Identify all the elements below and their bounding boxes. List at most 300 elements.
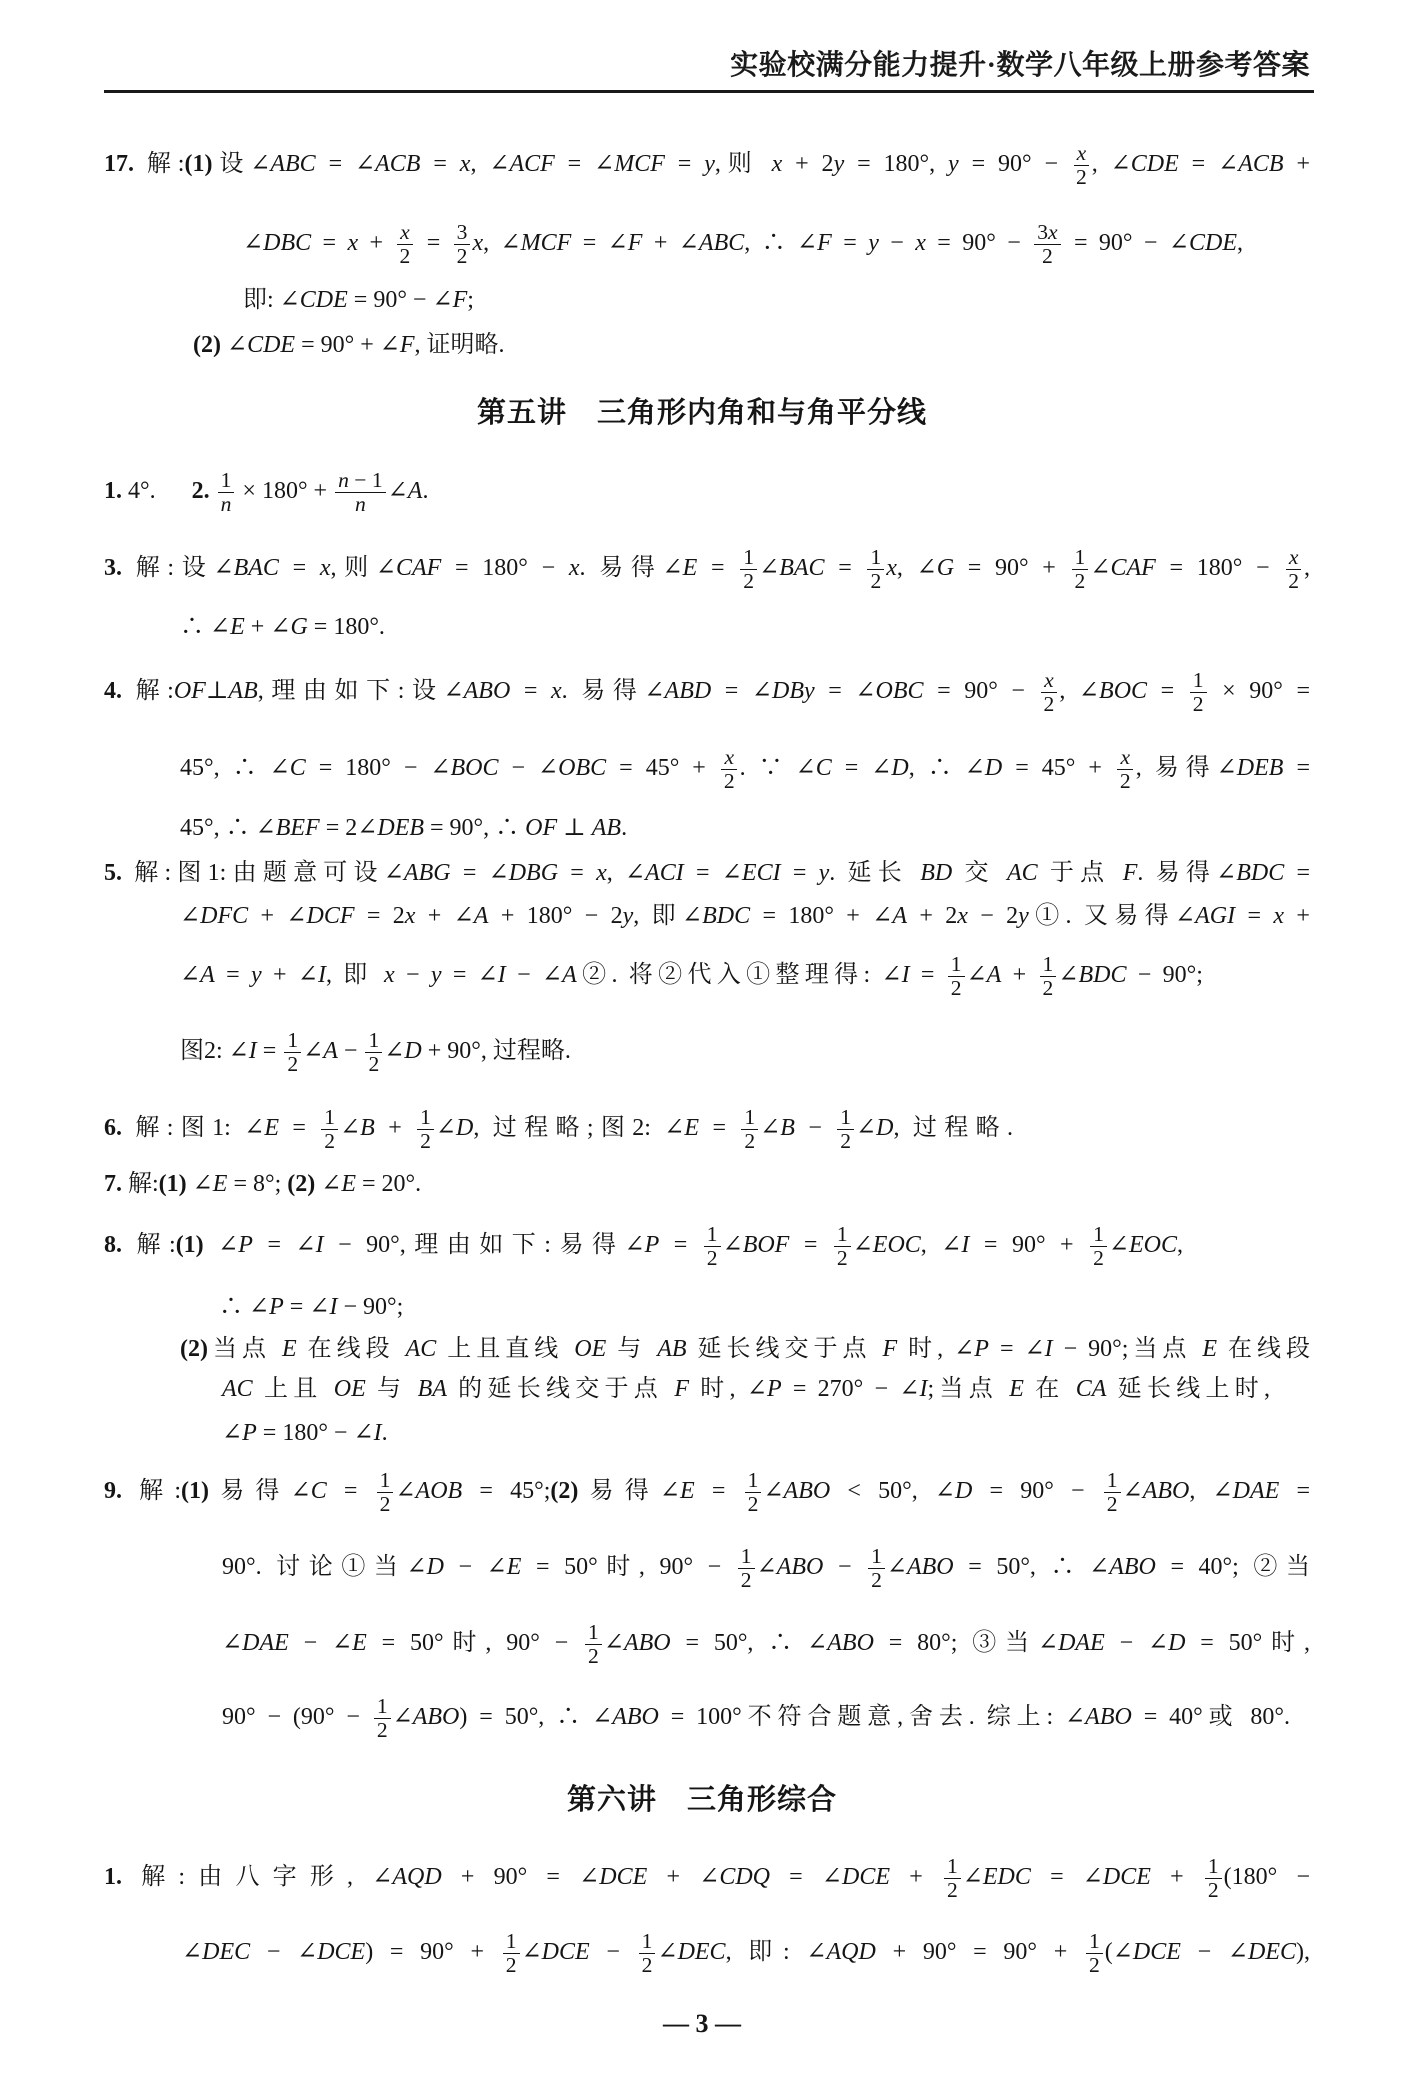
fraction-denominator: 2	[723, 768, 735, 793]
fraction-numerator: 1	[745, 1469, 762, 1493]
math-variable: E	[506, 1554, 522, 1580]
math-variable: P	[269, 1294, 284, 1320]
math-variable: x	[724, 745, 735, 770]
math-variable: x	[404, 903, 416, 929]
fraction-numerator	[721, 746, 737, 770]
item-label: (2)	[193, 332, 221, 358]
math-variable: ABO	[906, 1554, 954, 1580]
math-variable: x	[596, 860, 607, 886]
item-label: (2)	[550, 1478, 579, 1504]
item-label: 17.	[104, 151, 134, 177]
answer-line: ∴ ∠E + ∠G = 180°.	[180, 614, 385, 640]
running-header	[104, 38, 1310, 94]
math-variable: x	[1044, 668, 1054, 693]
math-variable: x	[771, 151, 783, 177]
math-variable: BD	[920, 860, 953, 886]
answer-line: (2)当点 E 在线段 AC 上且直线 OE 与 AB 延长线交于点 F 时, ∠P = ∠I − 90°;当点 E 在线段	[180, 1336, 1311, 1362]
item-label: 1.	[104, 1864, 122, 1890]
item-label: (2)	[287, 1171, 316, 1197]
fraction	[417, 1106, 434, 1152]
fraction-denominator: 2	[747, 1491, 759, 1516]
fraction-denominator: 2	[1075, 164, 1087, 189]
math-variable: DAE	[242, 1630, 289, 1656]
fraction-denominator: 2	[1119, 768, 1131, 793]
fraction	[948, 953, 965, 999]
fraction-numerator: 1	[1090, 1223, 1107, 1247]
fraction-numerator: 1	[741, 1106, 758, 1130]
fraction	[868, 1545, 885, 1591]
item-label: 6.	[104, 1115, 122, 1141]
math-variable: x	[1120, 745, 1131, 770]
math-variable: G	[290, 614, 308, 640]
answer-line: (2) ∠CDE = 90° + ∠F, 证明略.	[193, 332, 505, 358]
fraction-numerator: 1	[639, 1930, 656, 1954]
math-variable: ABG	[403, 860, 451, 886]
fraction-numerator: 1	[867, 546, 884, 570]
fraction-denominator: 2	[1093, 1245, 1104, 1270]
math-variable: I	[1044, 1336, 1053, 1362]
math-variable: F	[882, 1336, 898, 1362]
math-variable: D	[891, 755, 909, 781]
math-variable: ABO	[1085, 1704, 1132, 1730]
math-variable: D	[955, 1478, 973, 1504]
math-variable: BDC	[1236, 860, 1285, 886]
fraction-denominator: 2	[871, 1567, 882, 1592]
math-variable: I	[315, 1232, 324, 1258]
math-variable: P	[238, 1232, 253, 1258]
answer-line: 9. 解:(1)易得∠C = $\frac{1}{2}$ ∠AOB = 45°;(2)易得∠E = $\frac{1}{2}$ ∠ABO < 50°, ∠D = 90° − $\frac{1}{2}$ ∠ABO, ∠DAE =	[104, 1468, 1311, 1516]
fraction-denominator	[352, 493, 369, 516]
fraction	[1040, 953, 1057, 999]
fraction-numerator: 1	[704, 1223, 721, 1247]
math-variable: I	[901, 962, 910, 988]
fraction-numerator: 3	[454, 221, 471, 245]
answer-line: ∴ ∠P = ∠I − 90°;	[219, 1294, 404, 1320]
math-variable: ACI	[645, 860, 684, 886]
fraction	[321, 1106, 338, 1152]
section-title: 第五讲 三角形内角和与角平分线	[476, 397, 927, 429]
math-variable: I	[961, 1232, 970, 1258]
math-variable: BA	[417, 1376, 447, 1402]
math-variable: AC	[222, 1376, 253, 1402]
math-variable: n	[338, 468, 349, 493]
fraction-numerator: 1	[1040, 953, 1057, 977]
fraction	[377, 1469, 394, 1515]
math-variable: I	[497, 962, 506, 988]
math-variable: ABO	[623, 1630, 671, 1656]
math-variable: I	[919, 1376, 928, 1402]
math-variable: DBC	[263, 230, 312, 256]
math-variable: DBG	[508, 860, 559, 886]
math-variable: y	[250, 962, 262, 988]
math-variable: OF	[525, 815, 558, 841]
math-variable: B	[780, 1115, 795, 1141]
fraction-denominator: 2	[1207, 1877, 1219, 1902]
math-variable: BDC	[702, 903, 751, 929]
math-variable: OE	[333, 1376, 366, 1402]
math-variable: AB	[591, 815, 622, 841]
fraction-denominator: 2	[641, 1952, 653, 1977]
math-variable: A	[892, 903, 907, 929]
math-variable: A	[407, 478, 423, 504]
math-variable: DBy	[772, 678, 815, 704]
fraction-denominator: 2	[1043, 691, 1055, 716]
math-variable: DCE	[317, 1939, 366, 1965]
math-variable: DFC	[200, 903, 249, 929]
math-variable: D	[456, 1115, 474, 1141]
math-variable: x	[568, 555, 580, 581]
fraction	[837, 1106, 854, 1152]
fraction	[1041, 669, 1058, 715]
fraction-numerator: 1	[1072, 546, 1089, 570]
fraction-denominator: 2	[706, 1245, 718, 1270]
math-variable: C	[815, 755, 832, 781]
fraction	[1086, 1930, 1103, 1976]
answer-line: 7. 解:(1) ∠E = 8°; (2) ∠E = 20°.	[104, 1171, 422, 1197]
item-label: (1)	[158, 1171, 187, 1197]
answer-line: 90° − (90° − $\frac{1}{2}$ ∠ABO) = 50°, ∴ ∠ABO = 100°不符合题意,舍去. 综上: ∠ABO = 40°或 80°.	[222, 1694, 1291, 1742]
fraction-denominator: 2	[379, 1491, 391, 1516]
fraction	[396, 221, 413, 267]
math-variable: AC	[1007, 860, 1038, 886]
fraction-numerator: 1	[284, 1029, 301, 1053]
math-variable: B	[360, 1115, 375, 1141]
math-variable: ECI	[741, 860, 781, 886]
math-variable: y	[622, 903, 634, 929]
math-variable: AB	[657, 1336, 687, 1362]
math-variable: I	[317, 962, 326, 988]
answer-line: 8. 解:(1) ∠P = ∠I − 90°,理由如下:易得∠P = $\frac{1}{2}$ ∠BOF = $\frac{1}{2}$ ∠EOC, ∠I = 90° + $\frac{1}{2}$ ∠EOC,	[104, 1222, 1184, 1270]
math-variable: y	[430, 962, 442, 988]
math-variable: P	[242, 1420, 257, 1446]
answer-line: ∠A = y + ∠I, 即 x − y = ∠I − ∠A②. 将②代入①整理得: ∠I = $\frac{1}{2}$ ∠A + $\frac{1}{2}$ ∠BDC − 90°;	[180, 952, 1203, 1000]
fraction-numerator	[1041, 669, 1057, 693]
math-variable: MCF	[614, 151, 665, 177]
math-variable: x	[400, 220, 410, 245]
math-variable: DAE	[1058, 1630, 1105, 1656]
math-variable: ABO	[612, 1704, 659, 1730]
fraction-denominator: 2	[1288, 568, 1300, 593]
header-rule	[104, 90, 1314, 93]
fraction-denominator: 2	[368, 1051, 380, 1076]
math-variable: CA	[1075, 1376, 1107, 1402]
fraction	[738, 1545, 755, 1591]
math-variable: E	[212, 1171, 228, 1197]
math-variable: OF	[173, 678, 206, 704]
fraction-denominator: 2	[1192, 691, 1204, 716]
math-variable: ACB	[1238, 151, 1284, 177]
math-variable: I	[329, 1294, 338, 1320]
fraction-numerator	[1286, 546, 1302, 570]
math-variable: x	[1288, 545, 1299, 570]
fraction-numerator: 1	[837, 1106, 854, 1130]
math-variable: D	[426, 1554, 444, 1580]
fraction-denominator: 2	[1106, 1491, 1118, 1516]
fraction-numerator: n − 1	[335, 469, 386, 493]
math-variable: x	[915, 230, 926, 256]
math-variable: OE	[574, 1336, 607, 1362]
math-variable: BAC	[233, 555, 279, 581]
answer-line: ∠DBC = x + $\frac{x}{2}$ = $\frac{3}{2}$ x, ∠MCF = ∠F + ∠ABC, ∴ ∠F = y − x = 90° − $\frac{3x}{2}$ = 90° − ∠CDE,	[243, 220, 1243, 268]
math-variable: CDE	[1130, 151, 1179, 177]
fraction	[1104, 1469, 1121, 1515]
math-variable: AQD	[826, 1939, 876, 1965]
answer-line: 3. 解:设∠BAC = x,则∠CAF = 180° − x. 易得∠E = $\frac{1}{2}$ ∠BAC = $\frac{1}{2}$ x, ∠G = 90° + $\frac{1}{2}$ ∠CAF = 180° − $\frac{x}{2}$ ,	[104, 545, 1311, 593]
page-number: — 3 —	[663, 2009, 741, 2038]
item-label: (1)	[184, 151, 213, 177]
fraction-numerator: 1	[218, 469, 235, 493]
fraction-denominator: 2	[950, 975, 962, 1000]
math-variable: BOF	[742, 1232, 790, 1258]
fraction-numerator: 1	[585, 1621, 602, 1645]
fraction-denominator: 2	[420, 1128, 431, 1153]
math-variable: DEB	[377, 815, 425, 841]
math-variable: DCE	[1102, 1864, 1151, 1890]
math-variable: x	[459, 151, 471, 177]
math-variable: E	[684, 1115, 700, 1141]
math-variable: EOC	[872, 1232, 921, 1258]
math-variable: P	[974, 1336, 989, 1362]
item-label: 7.	[104, 1171, 122, 1197]
answer-line: 6. 解:图1: ∠E = $\frac{1}{2}$ ∠B + $\frac{1}{2}$ ∠D, 过程略;图2: ∠E = $\frac{1}{2}$ ∠B − $\frac{1}{2}$ ∠D, 过程略.	[104, 1105, 1013, 1153]
math-variable: x	[551, 678, 562, 704]
math-variable: BAC	[779, 555, 825, 581]
math-variable: E	[341, 1171, 357, 1197]
fraction	[1072, 546, 1089, 592]
fraction-denominator: 2	[1088, 1952, 1100, 1977]
item-label: (2)	[180, 1336, 208, 1362]
fraction	[1034, 221, 1060, 267]
math-variable: E	[1009, 1376, 1024, 1402]
math-variable: DCE	[1132, 1939, 1181, 1965]
math-variable: A	[562, 962, 577, 988]
answer-line: 45°, ∴ ∠BEF = 2∠DEB = 90°, ∴ OF ⊥ AB.	[180, 815, 628, 841]
fraction	[944, 1855, 961, 1901]
fraction-numerator: 1	[1205, 1855, 1222, 1879]
math-variable: E	[281, 1336, 297, 1362]
item-label: 8.	[104, 1232, 122, 1258]
math-variable: CDE	[299, 287, 348, 313]
answer-line: 图2: ∠I = $\frac{1}{2}$ ∠A − $\frac{1}{2}$ ∠D + 90°, 过程略.	[180, 1028, 571, 1076]
math-variable: CDE	[1189, 230, 1237, 256]
item-label: 9.	[104, 1478, 122, 1504]
fraction-numerator: 1	[1086, 1930, 1103, 1954]
math-variable: AB	[228, 678, 258, 704]
math-variable: F	[399, 332, 415, 358]
fraction-numerator: 1	[1104, 1469, 1121, 1493]
fraction	[454, 221, 471, 267]
answer-line: 1. 4°. 2. $\frac{1}{n}$ × 180° + $\frac{n - 1}{n}$ ∠A.	[104, 468, 429, 516]
answer-line: ∠DFC + ∠DCF = 2x + ∠A + 180° − 2y, 即∠BDC = 180° + ∠A + 2x − 2y①. 又易得∠AGI = x +	[180, 903, 1310, 929]
fraction-numerator: 1	[738, 1545, 755, 1569]
item-label: 1.	[104, 478, 122, 504]
math-variable: D	[404, 1038, 422, 1064]
math-variable: DEC	[202, 1939, 251, 1965]
math-variable: D	[1168, 1630, 1186, 1656]
math-variable: A	[986, 962, 1002, 988]
math-variable: n	[220, 491, 232, 516]
math-variable: ACB	[375, 151, 421, 177]
math-variable: DCF	[306, 903, 355, 929]
fraction	[721, 746, 738, 792]
fraction-numerator: 3x	[1034, 221, 1060, 245]
fraction-denominator: 2	[840, 1128, 852, 1153]
math-variable: n	[354, 491, 366, 516]
math-variable: E	[352, 1630, 367, 1656]
book-series: 实验校满分能力提升·数学八年级上册	[730, 50, 1196, 81]
math-variable: ABO	[1109, 1554, 1156, 1580]
math-variable: AGI	[1195, 903, 1236, 929]
item-label: (1)	[181, 1478, 210, 1504]
fraction-denominator: 2	[740, 1567, 752, 1592]
fraction-denominator: 2	[324, 1128, 336, 1153]
fraction	[1073, 142, 1090, 188]
fraction-numerator: 1	[321, 1106, 338, 1130]
fraction-numerator: 1	[365, 1029, 382, 1053]
math-variable: OBC	[558, 755, 607, 781]
answer-line: 45°, ∴ ∠C = 180° − ∠BOC − ∠OBC = 45° + $\frac{x}{2}$ . ∵ ∠C = ∠D, ∴ ∠D = 45° + $\frac{x}{2}$ , 易得∠DEB =	[180, 745, 1310, 793]
fraction	[335, 469, 386, 515]
fraction-denominator: 2	[836, 1245, 848, 1270]
math-variable: AOB	[415, 1478, 463, 1504]
math-variable: F	[674, 1376, 690, 1402]
answer-line: ∠DEC − ∠DCE) = 90° + $\frac{1}{2}$ ∠DCE − $\frac{1}{2}$ ∠DEC, 即: ∠AQD + 90° = 90° + $\frac{1}{2}$ (∠DCE − ∠DEC),	[182, 1929, 1310, 1977]
math-variable: ABC	[270, 151, 316, 177]
section-title: 第六讲 三角形综合	[566, 1784, 837, 1816]
math-variable: AQD	[392, 1864, 442, 1890]
fraction	[1090, 1223, 1107, 1269]
fraction	[374, 1695, 391, 1741]
fraction-denominator	[218, 493, 235, 516]
math-variable: DEC	[677, 1939, 726, 1965]
fraction-denominator: 2	[588, 1643, 599, 1668]
math-variable: DAE	[1232, 1478, 1280, 1504]
fraction-numerator: 1	[868, 1545, 885, 1569]
math-variable: A	[200, 962, 215, 988]
math-variable: F	[817, 230, 832, 256]
fraction	[834, 1223, 851, 1269]
fraction-denominator: 2	[399, 243, 411, 268]
fraction-denominator: 2	[1042, 975, 1054, 1000]
answer-line: 17. 解:(1)设∠ABC = ∠ACB = x, ∠ACF = ∠MCF = y,则 x + 2y = 180°, y = 90° − $\frac{x}{2}$ , ∠CDE = ∠ACB +	[104, 141, 1310, 189]
fraction	[741, 1106, 758, 1152]
fraction	[740, 546, 757, 592]
math-variable: x	[1076, 141, 1087, 166]
fraction	[585, 1621, 602, 1667]
math-variable: E	[230, 614, 245, 640]
fraction-numerator	[1117, 746, 1133, 770]
fraction	[1285, 546, 1302, 592]
fraction	[745, 1469, 762, 1515]
fraction	[1117, 746, 1134, 792]
answer-key-label: 参考答案	[1195, 50, 1310, 81]
item-label: 3.	[104, 555, 122, 581]
math-variable: A	[323, 1038, 338, 1064]
math-variable: x	[1047, 220, 1058, 245]
fraction	[218, 469, 235, 515]
answer-line: 即: ∠CDE = 90° − ∠F;	[243, 287, 474, 313]
math-variable: CDQ	[719, 1864, 770, 1890]
math-variable: EOC	[1129, 1232, 1178, 1258]
math-variable: EDC	[982, 1864, 1031, 1890]
math-variable: C	[310, 1478, 327, 1504]
math-variable: A	[473, 903, 489, 929]
fraction-denominator: 2	[456, 243, 468, 268]
math-variable: DCE	[599, 1864, 648, 1890]
fraction-numerator: 1	[740, 546, 757, 570]
math-variable: CAF	[396, 555, 442, 581]
math-variable: DEC	[1247, 1939, 1296, 1965]
fraction-denominator: 2	[946, 1877, 958, 1902]
math-variable: I	[373, 1420, 382, 1446]
math-variable: D	[984, 755, 1003, 781]
fraction	[284, 1029, 301, 1075]
fraction	[365, 1029, 382, 1075]
math-variable: x	[347, 230, 359, 256]
math-variable: MCF	[520, 230, 572, 256]
fraction-denominator: 2	[743, 568, 755, 593]
math-variable: AC	[405, 1336, 437, 1362]
math-variable: x	[886, 555, 897, 581]
math-variable: ABD	[664, 678, 712, 704]
math-variable: F	[1122, 860, 1138, 886]
fraction-numerator: 1	[1190, 669, 1207, 693]
math-variable: x	[472, 230, 484, 256]
math-variable: BDC	[1078, 962, 1127, 988]
item-label: 2.	[191, 478, 210, 504]
math-variable: x	[383, 962, 395, 988]
answer-line: 4. 解:OF⊥AB,理由如下:设∠ABO = x. 易得∠ABD = ∠DBy = ∠OBC = 90° − $\frac{x}{2}$ , ∠BOC = $\frac{1}{2}$ × 90° =	[104, 668, 1310, 716]
math-variable: y	[868, 230, 879, 256]
math-variable: x	[319, 555, 331, 581]
fraction	[1190, 669, 1207, 715]
math-variable: F	[452, 287, 468, 313]
math-variable: x	[1273, 903, 1285, 929]
fraction-numerator: 1	[417, 1106, 434, 1130]
math-variable: y	[948, 151, 959, 177]
math-variable: x	[957, 903, 968, 929]
math-variable: E	[682, 555, 698, 581]
item-label: (1)	[175, 1232, 204, 1258]
answer-line: AC 上且 OE 与 BA 的延长线交于点 F 时, ∠P = 270° − ∠I;当点 E 在 CA 延长线上时,	[222, 1376, 1271, 1402]
answer-line: ∠DAE − ∠E = 50°时, 90° − $\frac{1}{2}$ ∠ABO = 50°, ∴ ∠ABO = 80°; ③当∠DAE − ∠D = 50°时,	[222, 1620, 1310, 1668]
math-variable: P	[766, 1376, 782, 1402]
math-variable: C	[289, 755, 306, 781]
fraction	[1205, 1855, 1222, 1901]
math-variable: y	[1018, 903, 1029, 929]
math-variable: BEF	[275, 815, 320, 841]
fraction-numerator	[397, 221, 413, 245]
math-variable: CDE	[247, 332, 296, 358]
math-variable: ABO	[783, 1478, 831, 1504]
math-variable: BOC	[1099, 678, 1148, 704]
fraction-numerator: 1	[948, 953, 965, 977]
math-variable: G	[936, 555, 955, 581]
math-variable: DCE	[842, 1864, 891, 1890]
math-variable: y	[818, 860, 830, 886]
math-variable: E	[1202, 1336, 1218, 1362]
math-variable: ABO	[412, 1704, 460, 1730]
fraction-numerator: 1	[834, 1223, 851, 1247]
math-variable: ABO	[827, 1630, 874, 1656]
math-variable: ABO	[463, 678, 511, 704]
math-variable: OBC	[875, 678, 924, 704]
math-variable: I	[248, 1038, 257, 1064]
answer-line: 90°. 讨论①当∠D − ∠E = 50°时, 90° − $\frac{1}{2}$ ∠ABO − $\frac{1}{2}$ ∠ABO = 50°, ∴ ∠ABO = 40°; ②当	[222, 1544, 1310, 1592]
math-variable: y	[704, 151, 715, 177]
math-variable: ABO	[1142, 1478, 1190, 1504]
fraction-denominator: 2	[287, 1051, 299, 1076]
